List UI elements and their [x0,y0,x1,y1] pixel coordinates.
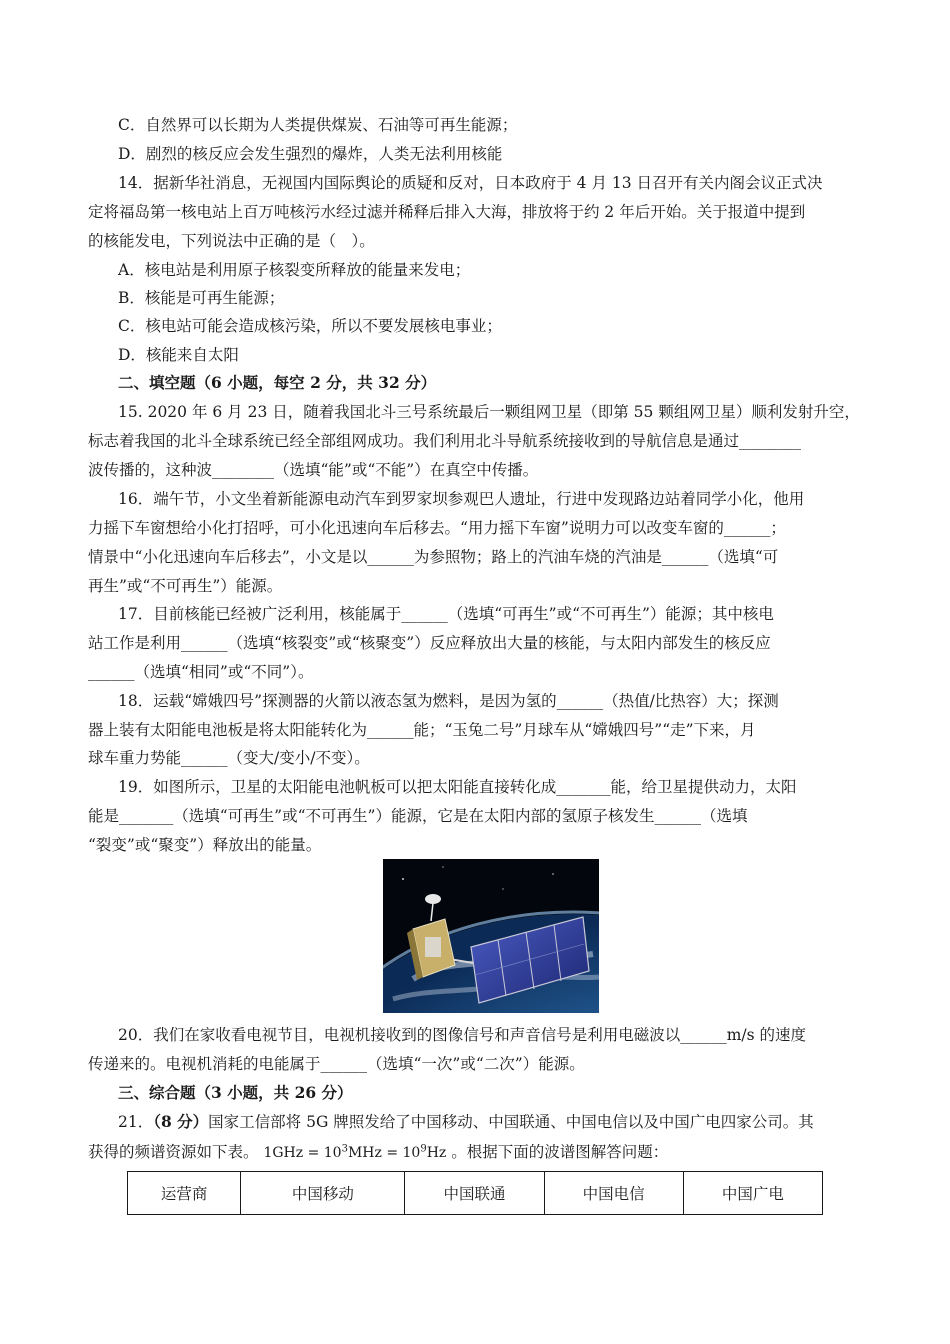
q18-line1: 18．运载“嫦娥四号”探测器的火箭以液态氢为燃料，是因为氢的______（热值/比热容）大；探测 [118,692,779,710]
table-row [128,1172,823,1215]
q15-line2: 标志着我国的北斗全球系统已经全部组网成功。我们利用北斗导航系统接收到的导航信息是通过________ [88,432,802,450]
q21-text: 国家工信部将 5G 牌照发给了中国移动、中国联通、中国电信以及中国广电四家公司。其 [208,1113,814,1131]
q14-line3: 的核能发电，下列说法中正确的是（ ）。 [88,232,375,250]
table-cell-operator: 运营商 [128,1172,241,1215]
table-cell-china-telecom: 中国电信 [544,1172,683,1215]
q14-option-c: C．核电站可能会造成核污染，所以不要发展核电事业； [118,317,502,335]
q17-line2: 站工作是利用______（选填“核裂变”或“核聚变”）反应释放出大量的核能，与太阳内部发生的核反应 [88,634,771,652]
q15-line1: 15. 2020 年 6 月 23 日，随着我国北斗三号系统最后一颗组网卫星（即第 55 颗组网卫星）顺利发射升空， [118,403,860,421]
section-3-heading: 三、综合题（3 小题，共 26 分） [118,1083,353,1102]
satellite-illustration [383,859,599,1013]
q21-line2 [88,1142,668,1163]
table-cell-china-mobile: 中国移动 [241,1172,405,1215]
q21-line1 [118,1112,814,1132]
q14-line2: 定将福岛第一核电站上百万吨核污水经过滤并稀释后排入大海，排放将于约 2 年后开始。关于报道中提到 [88,203,806,221]
table-cell-china-unicom: 中国联通 [405,1172,544,1215]
option-c-13: C．自然界可以长期为人类提供煤炭、石油等可再生能源； [118,116,518,134]
q18-line3: 球车重力势能______（变大/变小/不变）。 [88,749,370,767]
table-cell-china-broadnet: 中国广电 [683,1172,822,1215]
spectrum-table [127,1171,823,1215]
q16-line4: 再生”或“不可再生”）能源。 [88,577,283,595]
satellite-image [383,859,599,1013]
q19-line1: 19．如图所示，卫星的太阳能电池帆板可以把太阳能直接转化成_______能，给卫星提供动力，太阳 [118,778,797,796]
q16-line3: 情景中“小化迅速向车后移去”，小文是以______为参照物；路上的汽油车烧的汽油是______（选填“可 [88,548,779,566]
q19-line2: 能是_______（选填“可再生”或“不可再生”）能源，它是在太阳内部的氢原子核发生______（选填 [88,807,748,825]
q15-line3: 波传播的，这种波________（选填“能”或“不能”）在真空中传播。 [88,461,539,479]
q17-line3: ______（选填“相同”或“不同”）。 [88,663,314,681]
section-2-heading: 二、填空题（6 小题，每空 2 分，共 32 分） [118,373,437,392]
q20-line2: 传递来的。电视机消耗的电能属于______（选填“一次”或“二次”）能源。 [88,1055,585,1073]
q20-line1: 20．我们在家收看电视节目，电视机接收到的图像信号和声音信号是利用电磁波以______m/s 的速度 [118,1026,807,1044]
unit-formula: $1GHz = 10^3MHz = 10^9Hz$ [263,1143,447,1161]
q21-number: 21． [118,1113,154,1131]
q18-line2: 器上装有太阳能电池板是将太阳能转化为______能；“玉兔二号”月球车从“嫦娥四号”“走”下来，月 [88,721,756,739]
q14-line1: 14．据新华社消息，无视国内国际舆论的质疑和反对，日本政府于 4 月 13 日召开有关内阁会议正式决 [118,174,823,192]
option-d-13: D．剧烈的核反应会发生强烈的爆炸，人类无法利用核能 [118,145,503,163]
q14-option-d: D．核能来自太阳 [118,346,239,364]
q16-line2: 力摇下车窗想给小化打招呼，可小化迅速向车后移去。“用力摇下车窗”说明力可以改变车窗的______； [88,519,786,537]
q14-option-a: A．核电站是利用原子核裂变所释放的能量来发电； [118,261,471,279]
q16-line1: 16．端午节，小文坐着新能源电动汽车到罗家坝参观巴人遗址，行进中发现路边站着同学小化，他用 [118,490,805,508]
q14-option-b: B．核能是可再生能源； [118,289,285,307]
q17-line1: 17．目前核能已经被广泛利用，核能属于______（选填“可再生”或“不可再生”）能源；其中核电 [118,605,774,623]
q21-line2-text: 获得的频谱资源如下表。 [88,1143,259,1161]
q21-score: （8 分） [153,1112,209,1131]
q21-line2-tail: 。根据下面的波谱图解答问题： [451,1143,669,1161]
q19-line3: “裂变”或“聚变”）释放出的能量。 [88,836,322,854]
